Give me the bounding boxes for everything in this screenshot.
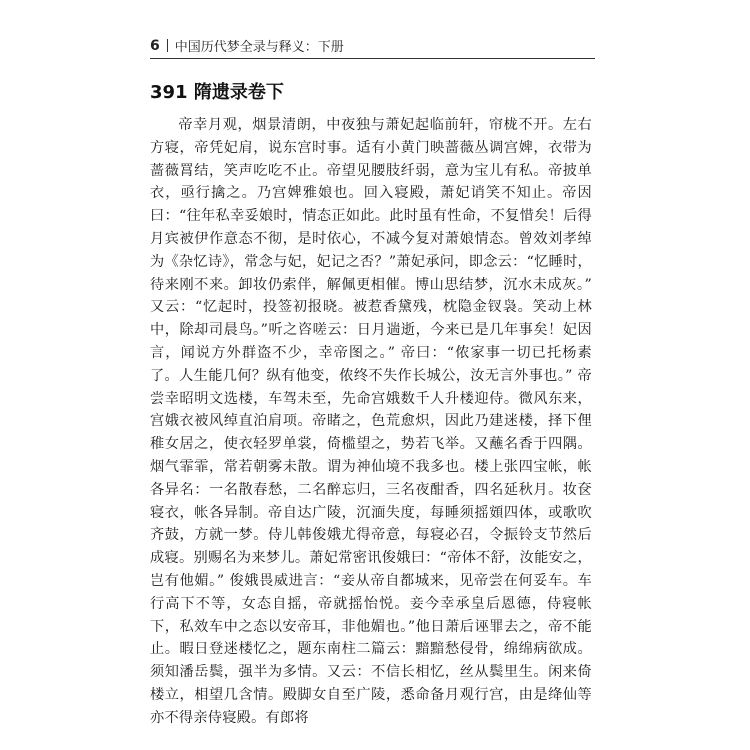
page-number: 6 (150, 37, 160, 54)
header-rule (150, 58, 595, 59)
section-title: 391 隋遗录卷下 (150, 82, 284, 103)
running-header (150, 36, 595, 55)
body-paragraph: 帝幸月观，烟景清朗，中夜独与萧妃起临前轩，帘栊不开。左右方寝，帝凭妃肩，说东宫时事。适有小黄门映蔷薇丛调宫婢，衣带为蔷薇罥结，笑声吃吃不止。帝望见腰肢纤弱，意为宝儿有私。帝披单衣，亟行擒之。乃宫婢雅娘也。回入寝殿，萧妃诮笑不知止。帝因曰：“往年私幸妥娘时，情态正如此。此时虽有性命，不复惜矣！后得月宾被伊作意态不彻，是时依心，不减今复对萧娘情态。曾效刘孝绰为《杂忆诗》，常念与妃，妃记之否？”萧妃承问，即念云：“忆睡时，待来刚不来。卸妆仍索伴，解佩更相催。博山思结梦，沉水未成灰。” 又云：“忆起时，投签初报晓。被惹香黛残，枕隐金钗袅。笑动上林中，除却司晨鸟。”听之咨嗟云：日月遄逝，今来已是几年事矣！妃因言，闻说方外群盗不少，幸帝图之。” 帝曰：“侬家事一切已托杨素了。人生能几何？纵有他变，侬终不失作长城公，汝无言外事也。” 帝尝幸昭明文选楼，车驾未至，先命宫娥数千人升楼迎侍。微风东来，宫娥衣被风绰直泊肩项。帝睹之，色荒愈炽，因此乃建迷楼，择下俚稚女居之，使衣轻罗单裳，倚槛望之，势若飞举。又蘸名香于四隅。烟气霏霏，常若朝雾未散。谓为神仙境不我多也。楼上张四宝帐，帐各异名：一名散春愁，二名醉忘归，三名夜酣香，四名延秋月。妆奁寝衣，帐各异制。帝自达广陵，沉湎失度，每睡须摇頞四体，或歌吹齐鼓，方就一梦。侍儿韩俊娥尤得帝意，每寝必召，令振铃支节然后成寝。别赐名为来梦儿。萧妃常密讯俊娥曰：“帝体不舒，汝能安之，岂有他媚。” 俊娥畏威进言：“妾从帝自都城来，见帝尝在何妥车。车行高下不等，女态自摇，帝就摇怡悦。妾今幸承皇后恩德，侍寝帐下，私效车中之态以安帝耳，非他媚也。”他日萧后诬罪去之，帝不能止。暇日登迷楼忆之，题东南柱二篇云：黯黯愁侵骨，绵绵病欲成。须知潘岳鬓，强半为多情。又云：不信长相忆，丝从鬓里生。闲来倚楼立，相望几含情。殿脚女自至广陵，悉命备月观行宫，由是绛仙等亦不得亲侍寝殿。有郎将 (150, 117, 592, 726)
header-divider (167, 39, 168, 52)
running-title: 中国历代梦全录与释义：下册 (174, 40, 344, 55)
